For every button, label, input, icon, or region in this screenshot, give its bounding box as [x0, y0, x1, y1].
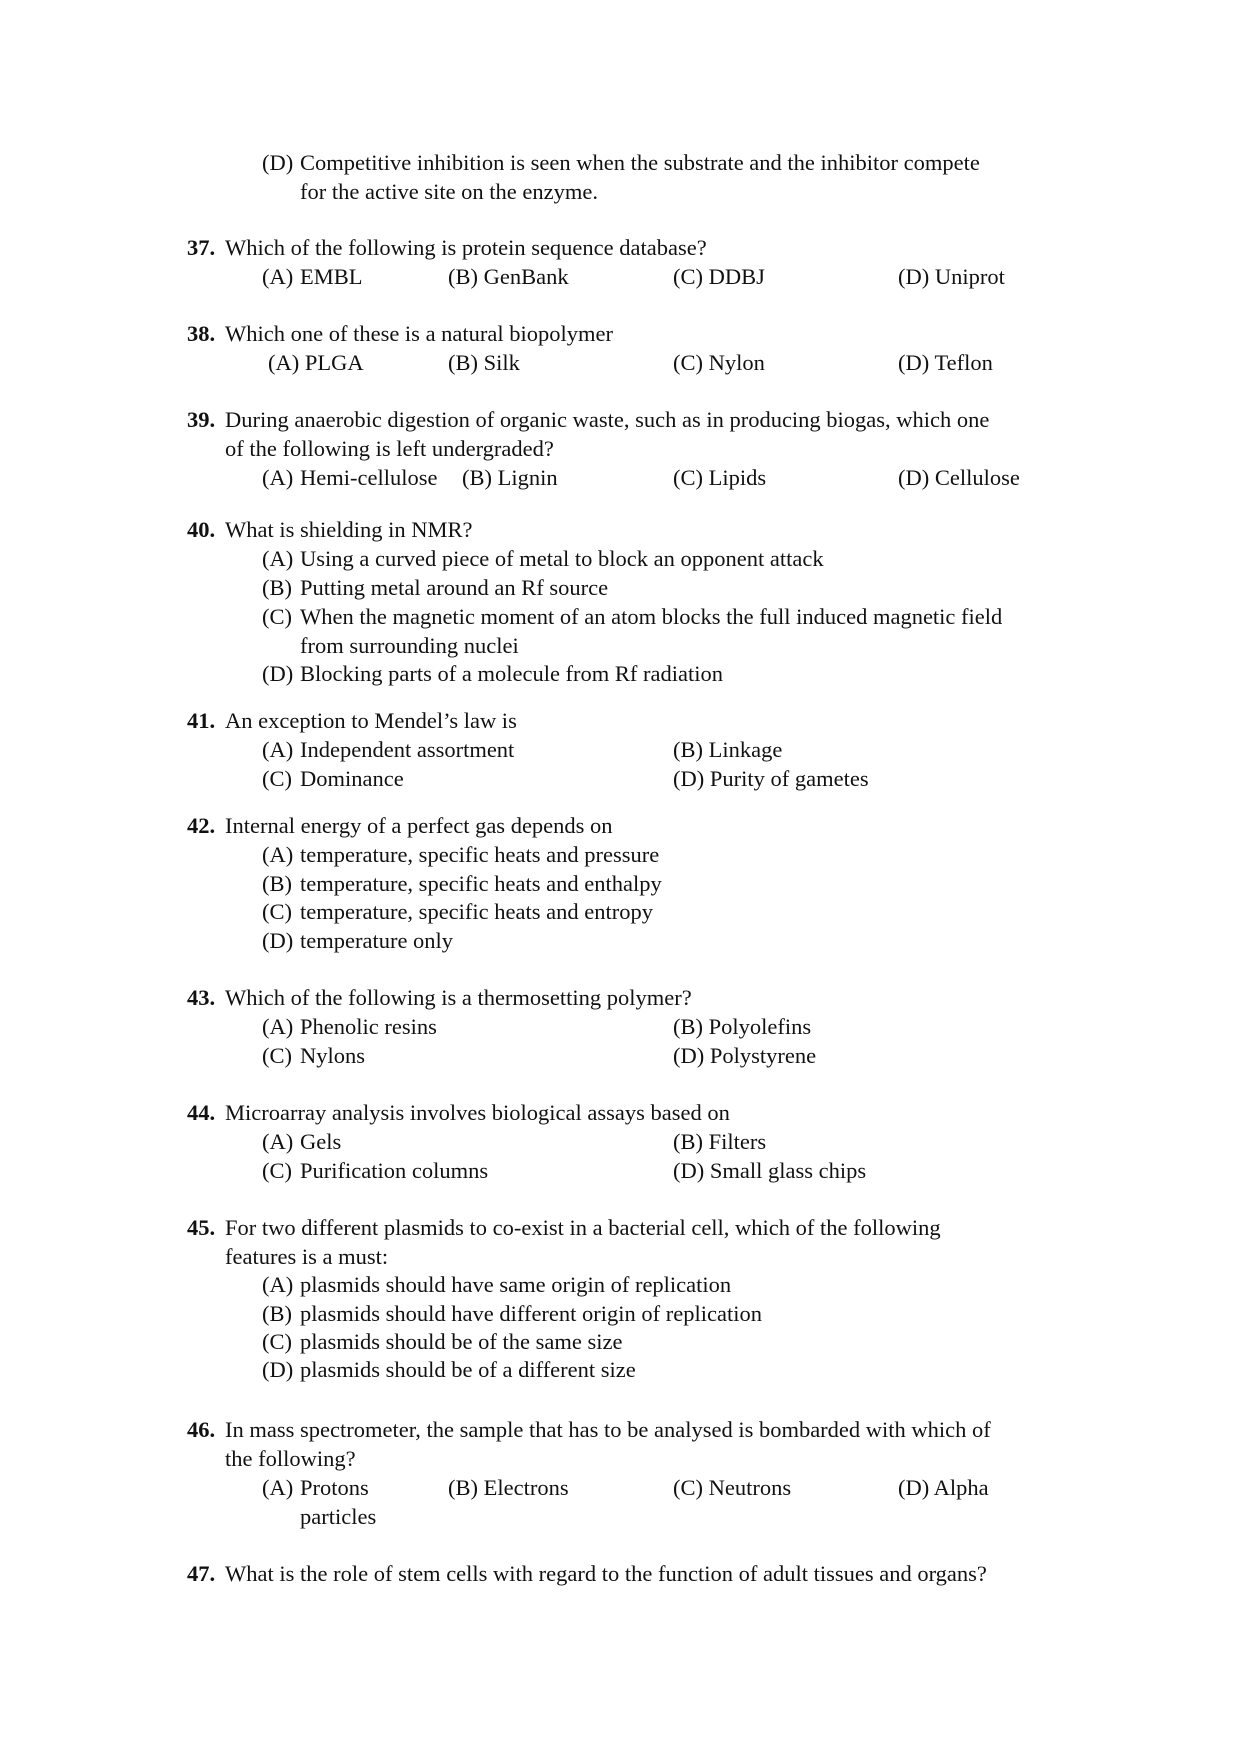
question-45: 45. For two different plasmids to co-exist in a bacterial cell, which of the following: [187, 1215, 941, 1240]
question-46-cont: the following?: [225, 1446, 356, 1471]
q39-option-b: (B) Lignin: [462, 465, 558, 490]
q44-option-b: (B) Filters: [673, 1129, 767, 1154]
q40-option-d: (D) Blocking parts of a molecule from Rf radiation: [262, 661, 724, 686]
q46-option-a: (A) Protons: [262, 1475, 369, 1500]
q43-option-d: (D) Polystyrene: [673, 1043, 817, 1068]
q45-option-d: (D) plasmids should be of a different size: [262, 1357, 636, 1382]
q42-option-d: (D) temperature only: [262, 928, 454, 953]
q46-option-d: (D) Alpha: [898, 1475, 989, 1500]
q38-option-c: (C) Nylon: [673, 350, 765, 375]
q46-option-b: (B) Electrons: [448, 1475, 569, 1500]
q37-option-b: (B) GenBank: [448, 264, 569, 289]
q40-option-b: (B) Putting metal around an Rf source: [262, 575, 609, 600]
question-45-cont: features is a must:: [225, 1244, 389, 1269]
question-40: 40. What is shielding in NMR?: [187, 517, 473, 542]
q43-option-b: (B) Polyolefins: [673, 1014, 812, 1039]
question-46: 46. In mass spectrometer, the sample that has to be analysed is bombarded with which of: [187, 1417, 991, 1442]
q43-option-a: (A) Phenolic resins: [262, 1014, 437, 1039]
q43-option-c: (C) Nylons: [262, 1043, 366, 1068]
q41-option-d: (D) Purity of gametes: [673, 766, 869, 791]
q46-option-d-cont: particles: [300, 1504, 377, 1529]
q46-option-c: (C) Neutrons: [673, 1475, 792, 1500]
q45-option-c: (C) plasmids should be of the same size: [262, 1329, 623, 1354]
q40-option-c-cont: from surrounding nuclei: [300, 633, 519, 658]
question-39: 39. During anaerobic digestion of organic waste, such as in producing biogas, which one: [187, 407, 990, 432]
q38-option-b: (B) Silk: [448, 350, 520, 375]
q36-option-d: (D) Competitive inhibition is seen when the substrate and the inhibitor compete: [262, 150, 980, 175]
q39-option-a: (A) Hemi-cellulose: [262, 465, 438, 490]
q37-option-d: (D) Uniprot: [898, 264, 1005, 289]
q44-option-c: (C) Purification columns: [262, 1158, 489, 1183]
q42-option-b: (B) temperature, specific heats and enthalpy: [262, 871, 662, 896]
question-38: 38. Which one of these is a natural biopolymer: [187, 321, 614, 346]
q41-option-a: (A) Independent assortment: [262, 737, 515, 762]
q39-option-d: (D) Cellulose: [898, 465, 1020, 490]
q42-option-c: (C) temperature, specific heats and entropy: [262, 899, 653, 924]
q40-option-a: (A) Using a curved piece of metal to block an opponent attack: [262, 546, 824, 571]
q44-option-d: (D) Small glass chips: [673, 1158, 867, 1183]
question-43: 43. Which of the following is a thermosetting polymer?: [187, 985, 692, 1010]
q42-option-a: (A) temperature, specific heats and pressure: [262, 842, 660, 867]
q38-option-a: (A) PLGA: [268, 350, 364, 375]
q37-option-a: (A) EMBL: [262, 264, 363, 289]
q41-option-b: (B) Linkage: [673, 737, 783, 762]
q40-option-c: (C) When the magnetic moment of an atom blocks the full induced magnetic field: [262, 604, 1003, 629]
q45-option-a: (A) plasmids should have same origin of replication: [262, 1272, 732, 1297]
question-44: 44. Microarray analysis involves biological assays based on: [187, 1100, 730, 1125]
question-37: 37. Which of the following is protein sequence database?: [187, 235, 707, 260]
q39-option-c: (C) Lipids: [673, 465, 767, 490]
q45-option-b: (B) plasmids should have different origin of replication: [262, 1301, 762, 1326]
q36-option-d-cont: for the active site on the enzyme.: [300, 179, 599, 204]
q41-option-c: (C) Dominance: [262, 766, 404, 791]
question-47: 47. What is the role of stem cells with regard to the function of adult tissues and organs?: [187, 1561, 987, 1586]
q44-option-a: (A) Gels: [262, 1129, 342, 1154]
q38-option-d: (D) Teflon: [898, 350, 993, 375]
question-39-cont: of the following is left undergraded?: [225, 436, 554, 461]
question-42: 42. Internal energy of a perfect gas depends on: [187, 813, 613, 838]
question-41: 41. An exception to Mendel’s law is: [187, 708, 517, 733]
q37-option-c: (C) DDBJ: [673, 264, 765, 289]
